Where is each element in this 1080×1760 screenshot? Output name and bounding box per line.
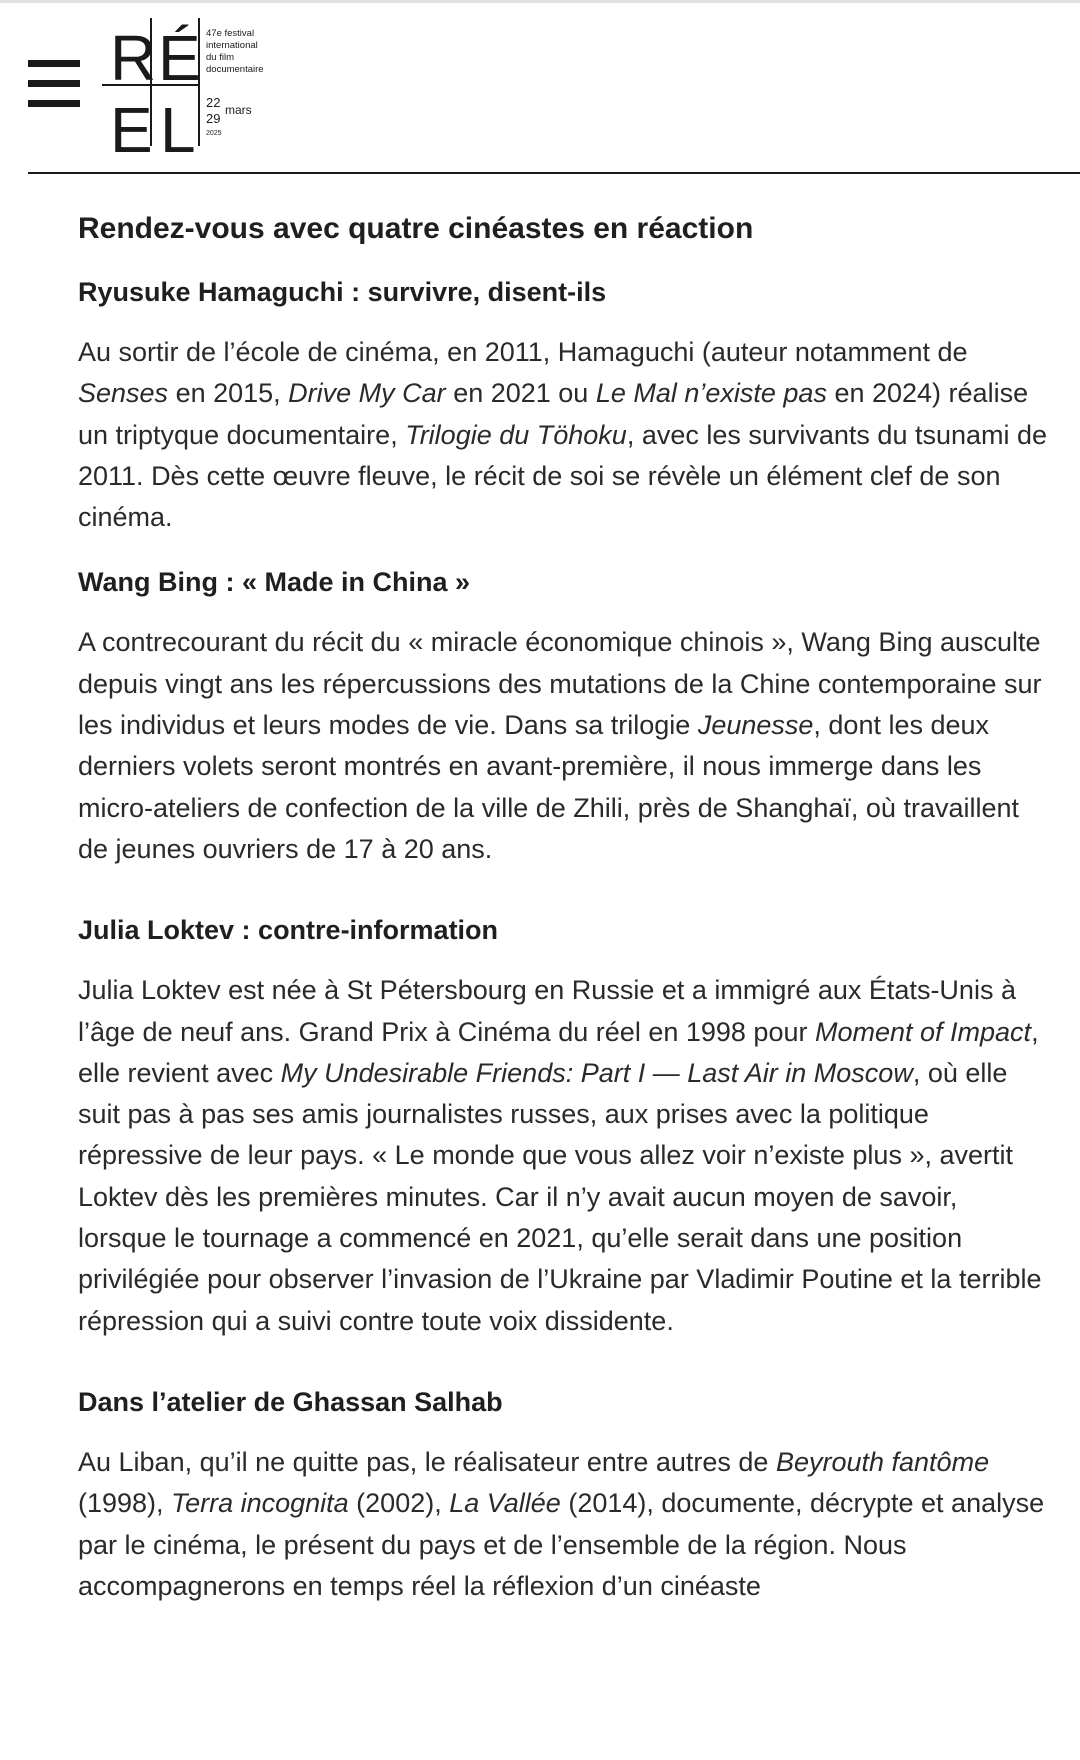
article-title: Rendez-vous avec quatre cinéastes en réaction: [78, 212, 754, 245]
film-title: Jeunesse: [697, 710, 814, 741]
film-title: Senses: [78, 378, 169, 409]
festival-logo[interactable]: [100, 16, 280, 166]
section-paragraph: [78, 970, 1048, 1342]
section-hamaguchi: [78, 270, 1048, 538]
section-heading: Dans l’atelier de Ghassan Salhab: [78, 1386, 503, 1417]
text-run: (2014), documente, décrypte et analyse par le cinéma, le présent du pays et de l’ensemble de la région. Nous accompagnerons en temps réel la réflexion d’un cinéaste: [78, 1488, 1045, 1601]
logo-date-start: 22: [206, 95, 221, 110]
section-salhab: [78, 1380, 1048, 1607]
logo-festival-line: 47e festival: [206, 28, 255, 39]
film-title: Beyrouth fantôme: [775, 1446, 990, 1477]
text-run: , avec les survivants du tsunami de 2011. Dès cette œuvre fleuve, le récit de soi se révèle un élément clef de son cinéma.: [78, 419, 1048, 533]
header-divider: [28, 172, 1080, 174]
section-paragraph: [78, 622, 1048, 870]
hamburger-bar: [28, 100, 80, 107]
logo-festival-text: [206, 28, 286, 76]
text-run: en 2021 ou: [445, 378, 596, 409]
hamburger-menu-icon[interactable]: [28, 60, 80, 112]
section-paragraph: [78, 332, 1048, 538]
section-paragraph: [78, 1442, 1048, 1607]
text-run: , dont les deux derniers volets seront montrés en avant-première, il nous immerge dans les micro-ateliers de confection de la ville de Zhili, près de Shanghaï, où travaillent de jeunes ouvriers de 17 à 20 ans.: [78, 710, 1020, 864]
logo-festival-line: du film: [206, 52, 234, 63]
logo-letter: É: [158, 22, 201, 94]
text-run: en 2024) réalise un triptyque documentaire,: [78, 378, 1029, 450]
logo-month: mars: [225, 103, 252, 117]
section-heading: Julia Loktev : contre-information: [78, 915, 499, 946]
film-title: Moment of Impact: [814, 1016, 1032, 1047]
logo-year: 2025: [206, 130, 222, 137]
film-title: Le Mal n’existe pas: [595, 378, 827, 409]
film-title: Drive My Car: [288, 378, 446, 409]
hamburger-bar: [28, 60, 80, 67]
logo-dates: [206, 96, 286, 146]
text-run: , elle revient avec: [78, 1016, 1039, 1088]
hamburger-bar: [28, 80, 80, 87]
logo-letter: R: [110, 22, 157, 94]
text-run: Julia Loktev est née à St Pétersbourg en Russie et a immigré aux États-Unis à l’âge de neuf ans. Grand Prix à Cinéma du réel en 1998 pour: [78, 975, 1016, 1047]
text-run: Au Liban, qu’il ne quitte pas, le réalisateur entre autres de: [78, 1446, 776, 1477]
text-run: Au sortir de l’école de cinéma, en 2011, Hamaguchi (auteur notamment de: [78, 337, 968, 367]
section-wang-bing: [78, 560, 1048, 870]
logo-letter: L: [160, 94, 196, 166]
logo-festival-line: documentaire: [206, 64, 264, 75]
section-heading: Ryusuke Hamaguchi : survivre, disent-ils: [78, 277, 607, 307]
text-run: , où elle suit pas à pas ses amis journalistes russes, aux prises avec la politique répressive de leur pays. « Le monde que vous allez voir n’existe plus », avertit Loktev dès les premières minutes. Car il n’y avait aucun moyen de savoir, lorsque le tournage a commencé en 2021, qu’elle serait dans une position privilégiée pour observer l’invasion de l’Ukraine par Vladimir Poutine et la terrible répression qui a suivi contre toute voix dissidente.: [78, 1057, 1042, 1336]
logo-letter: E: [110, 94, 153, 166]
film-title: Trilogie du Töhoku: [405, 419, 627, 450]
film-title: Terra incognita: [171, 1488, 349, 1519]
logo-festival-line: international: [206, 40, 258, 51]
section-heading: Wang Bing : « Made in China »: [78, 567, 471, 598]
film-title: La Vallée: [449, 1488, 561, 1519]
text-run: en 2015,: [168, 378, 289, 409]
text-run: (1998),: [78, 1488, 172, 1519]
section-loktev: [78, 908, 1048, 1342]
text-run: (2002),: [348, 1488, 450, 1519]
film-title: My Undesirable Friends: Part I — Last Air in Moscow: [280, 1057, 913, 1088]
site-header: [0, 0, 1080, 174]
article-content: [78, 200, 1048, 1607]
text-run: A contrecourant du récit du « miracle économique chinois », Wang Bing ausculte depuis vingt ans les répercussions des mutations de la Chine contemporaine sur les individus et leurs modes de vie. Dans sa trilogie: [78, 627, 1042, 741]
logo-date-end: 29: [206, 111, 221, 126]
